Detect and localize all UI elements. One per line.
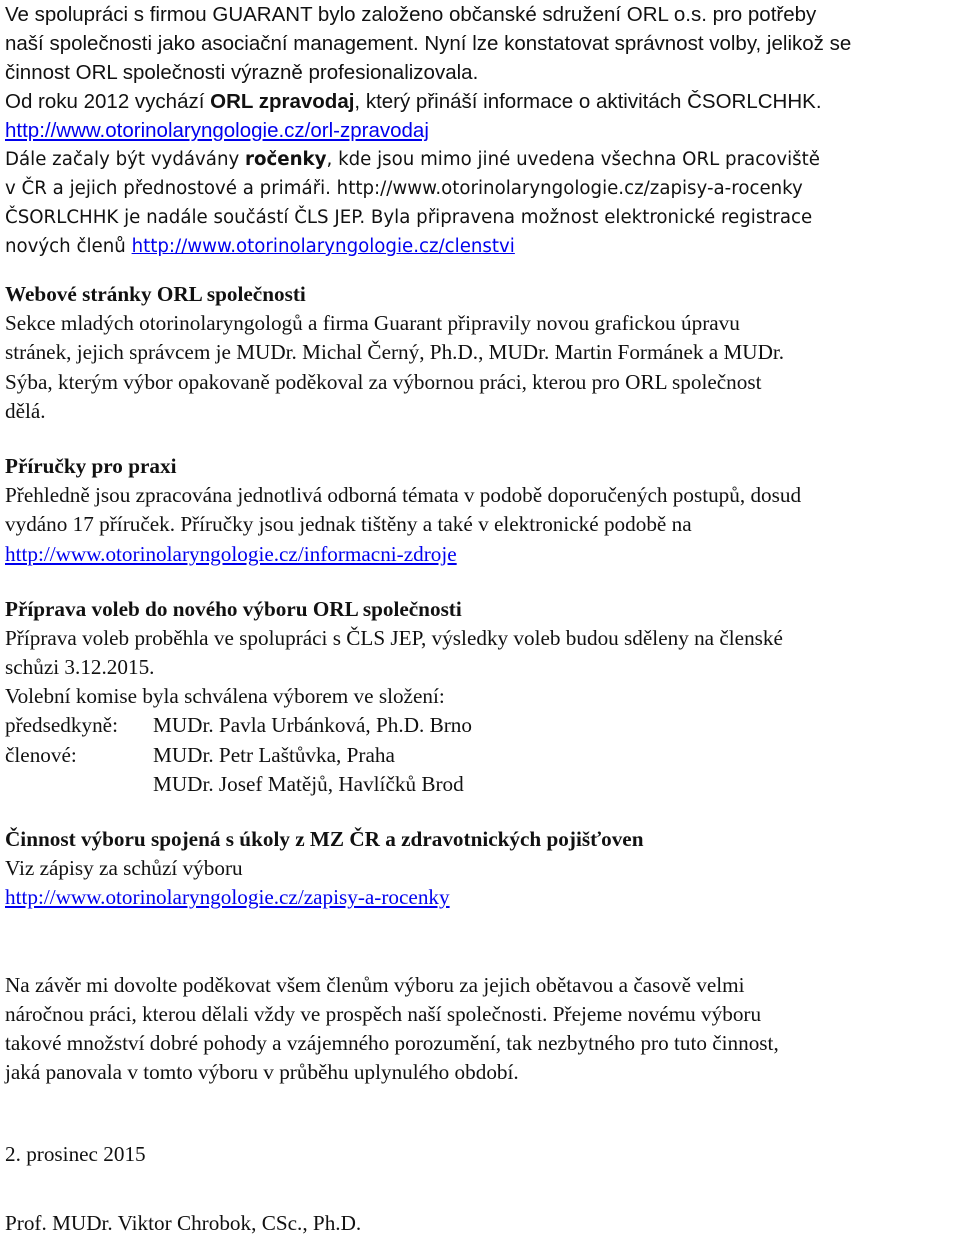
rocenky-paragraph (5, 145, 956, 261)
members-label: členové: (5, 742, 77, 767)
intro-paragraph (5, 0, 956, 145)
volby-member-row-1 (5, 741, 956, 770)
rocenky-line-1-pre: Dále začaly být vydávány (5, 149, 246, 170)
volby-chair-row (5, 711, 956, 740)
member-1: MUDr. Petr Laštůvka, Praha (153, 742, 395, 767)
cinnost-heading-text: Činnost výboru spojená s úkoly z MZ ČR a zdravotnických pojišťoven (5, 827, 644, 851)
intro-line-2: naší společnosti jako asociační management. Nyní lze konstatovat správnost volby, jelikož se (5, 32, 852, 55)
web-line-4: dělá. (5, 398, 46, 423)
rocenky-line-2: v ČR a jejich přednostové a primáři. http://www.otorinolaryngologie.cz/zapisy-a-rocenky (5, 178, 803, 199)
intro-line-3: činnost ORL společnosti výrazně profesionalizovala. (5, 61, 479, 84)
rocenky-bold: ročenky (245, 149, 327, 170)
volby-section (5, 595, 956, 799)
prirucky-section (5, 452, 956, 569)
prirucky-heading (5, 452, 956, 481)
zaver-line-1: Na závěr mi dovolte poděkovat všem členům výboru za jejich obětavou a časově velmi (5, 972, 745, 997)
intro-line-1: Ve spolupráci s firmou GUARANT bylo založeno občanské sdružení ORL o.s. pro potřeby (5, 3, 817, 26)
zapisy-rocenky-link[interactable]: http://www.otorinolaryngologie.cz/zapisy-a-rocenky (5, 885, 450, 910)
rocenky-line-3: ČSORLCHHK je nadále součástí ČLS JEP. Byla připravena možnost elektronické registrace (5, 207, 813, 228)
signature-block (5, 1209, 956, 1238)
rocenky-line-1 (5, 145, 956, 174)
zaver-line-4: jaká panovala v tomto výboru v průběhu uplynulého období. (5, 1060, 519, 1085)
chair-label: předsedkyně: (5, 713, 118, 738)
cinnost-section (5, 825, 956, 913)
intro-line-4-post: , který přináší informace o aktivitách ČSORLCHHK. (354, 90, 822, 113)
web-line-2: stránek, jejich správcem je MUDr. Michal Černý, Ph.D., MUDr. Martin Formánek a MUDr. (5, 340, 785, 365)
intro-line-5 (5, 116, 956, 145)
prirucky-line-1: Přehledně jsou zpracována jednotlivá odborná témata v podobě doporučených postupů, dosud (5, 483, 802, 508)
volby-heading-text: Příprava voleb do nového výboru ORL společnosti (5, 596, 462, 621)
intro-line-4 (5, 87, 956, 116)
rocenky-line-4-pre: nových členů (5, 236, 132, 257)
informacni-zdroje-link[interactable]: http://www.otorinolaryngologie.cz/informacni-zdroje (5, 541, 457, 566)
author-signature: Prof. MUDr. Viktor Chrobok, CSc., Ph.D. (5, 1210, 362, 1235)
zaver-line-3: takové množství dobré pohody a vzájemného porozumění, tak nezbytného pro tuto činnost, (5, 1030, 779, 1055)
date-block (5, 1140, 956, 1169)
cinnost-heading (5, 825, 956, 854)
prirucky-line-3 (5, 540, 956, 569)
rocenky-line-4 (5, 232, 956, 261)
intro-line-4-pre: Od roku 2012 vychází (5, 90, 211, 113)
cinnost-line-1: Viz zápisy za schůzí výboru (5, 856, 243, 881)
web-heading-text: Webové stránky ORL společnosti (5, 282, 306, 306)
orl-zpravodaj-bold: ORL zpravodaj (210, 90, 355, 113)
chair-name: MUDr. Pavla Urbánková, Ph.D. Brno (153, 713, 472, 738)
volby-line-1: Příprava voleb proběhla ve spolupráci s ČLS JEP, výsledky voleb budou sděleny na členské (5, 625, 783, 650)
prirucky-line-2: vydáno 17 příruček. Příručky jsou jednak tištěny a také v elektronické podobě na (5, 512, 692, 537)
zaver-line-2: náročnou práci, kterou dělali vždy ve prospěch naší společnosti. Přejeme novému výboru (5, 1001, 762, 1026)
cinnost-line-2 (5, 883, 956, 912)
zaver-section (5, 971, 956, 1088)
volby-line-3: Volební komise byla schválena výborem ve složení: (5, 684, 445, 709)
document-date: 2. prosinec 2015 (5, 1142, 146, 1167)
volby-member-row-2 (5, 770, 956, 799)
volby-heading (5, 595, 956, 624)
prirucky-heading-text: Příručky pro praxi (5, 453, 177, 478)
member-2: MUDr. Josef Matějů, Havlíčků Brod (153, 771, 464, 796)
web-line-1: Sekce mladých otorinolaryngologů a firma Guarant připravily novou grafickou úpravu (5, 311, 740, 336)
rocenky-line-1-post: , kde jsou mimo jiné uvedena všechna ORL pracoviště (326, 149, 820, 170)
orl-zpravodaj-link[interactable]: http://www.otorinolaryngologie.cz/orl-zpravodaj (5, 119, 429, 142)
web-heading (5, 280, 956, 309)
web-section (5, 280, 956, 426)
volby-line-2: schůzi 3.12.2015. (5, 655, 155, 680)
web-line-3: Sýba, kterým výbor opakovaně poděkoval za výbornou práci, kterou pro ORL společnost (5, 369, 762, 394)
clenstvi-link[interactable]: http://www.otorinolaryngologie.cz/clenstvi (131, 236, 515, 257)
